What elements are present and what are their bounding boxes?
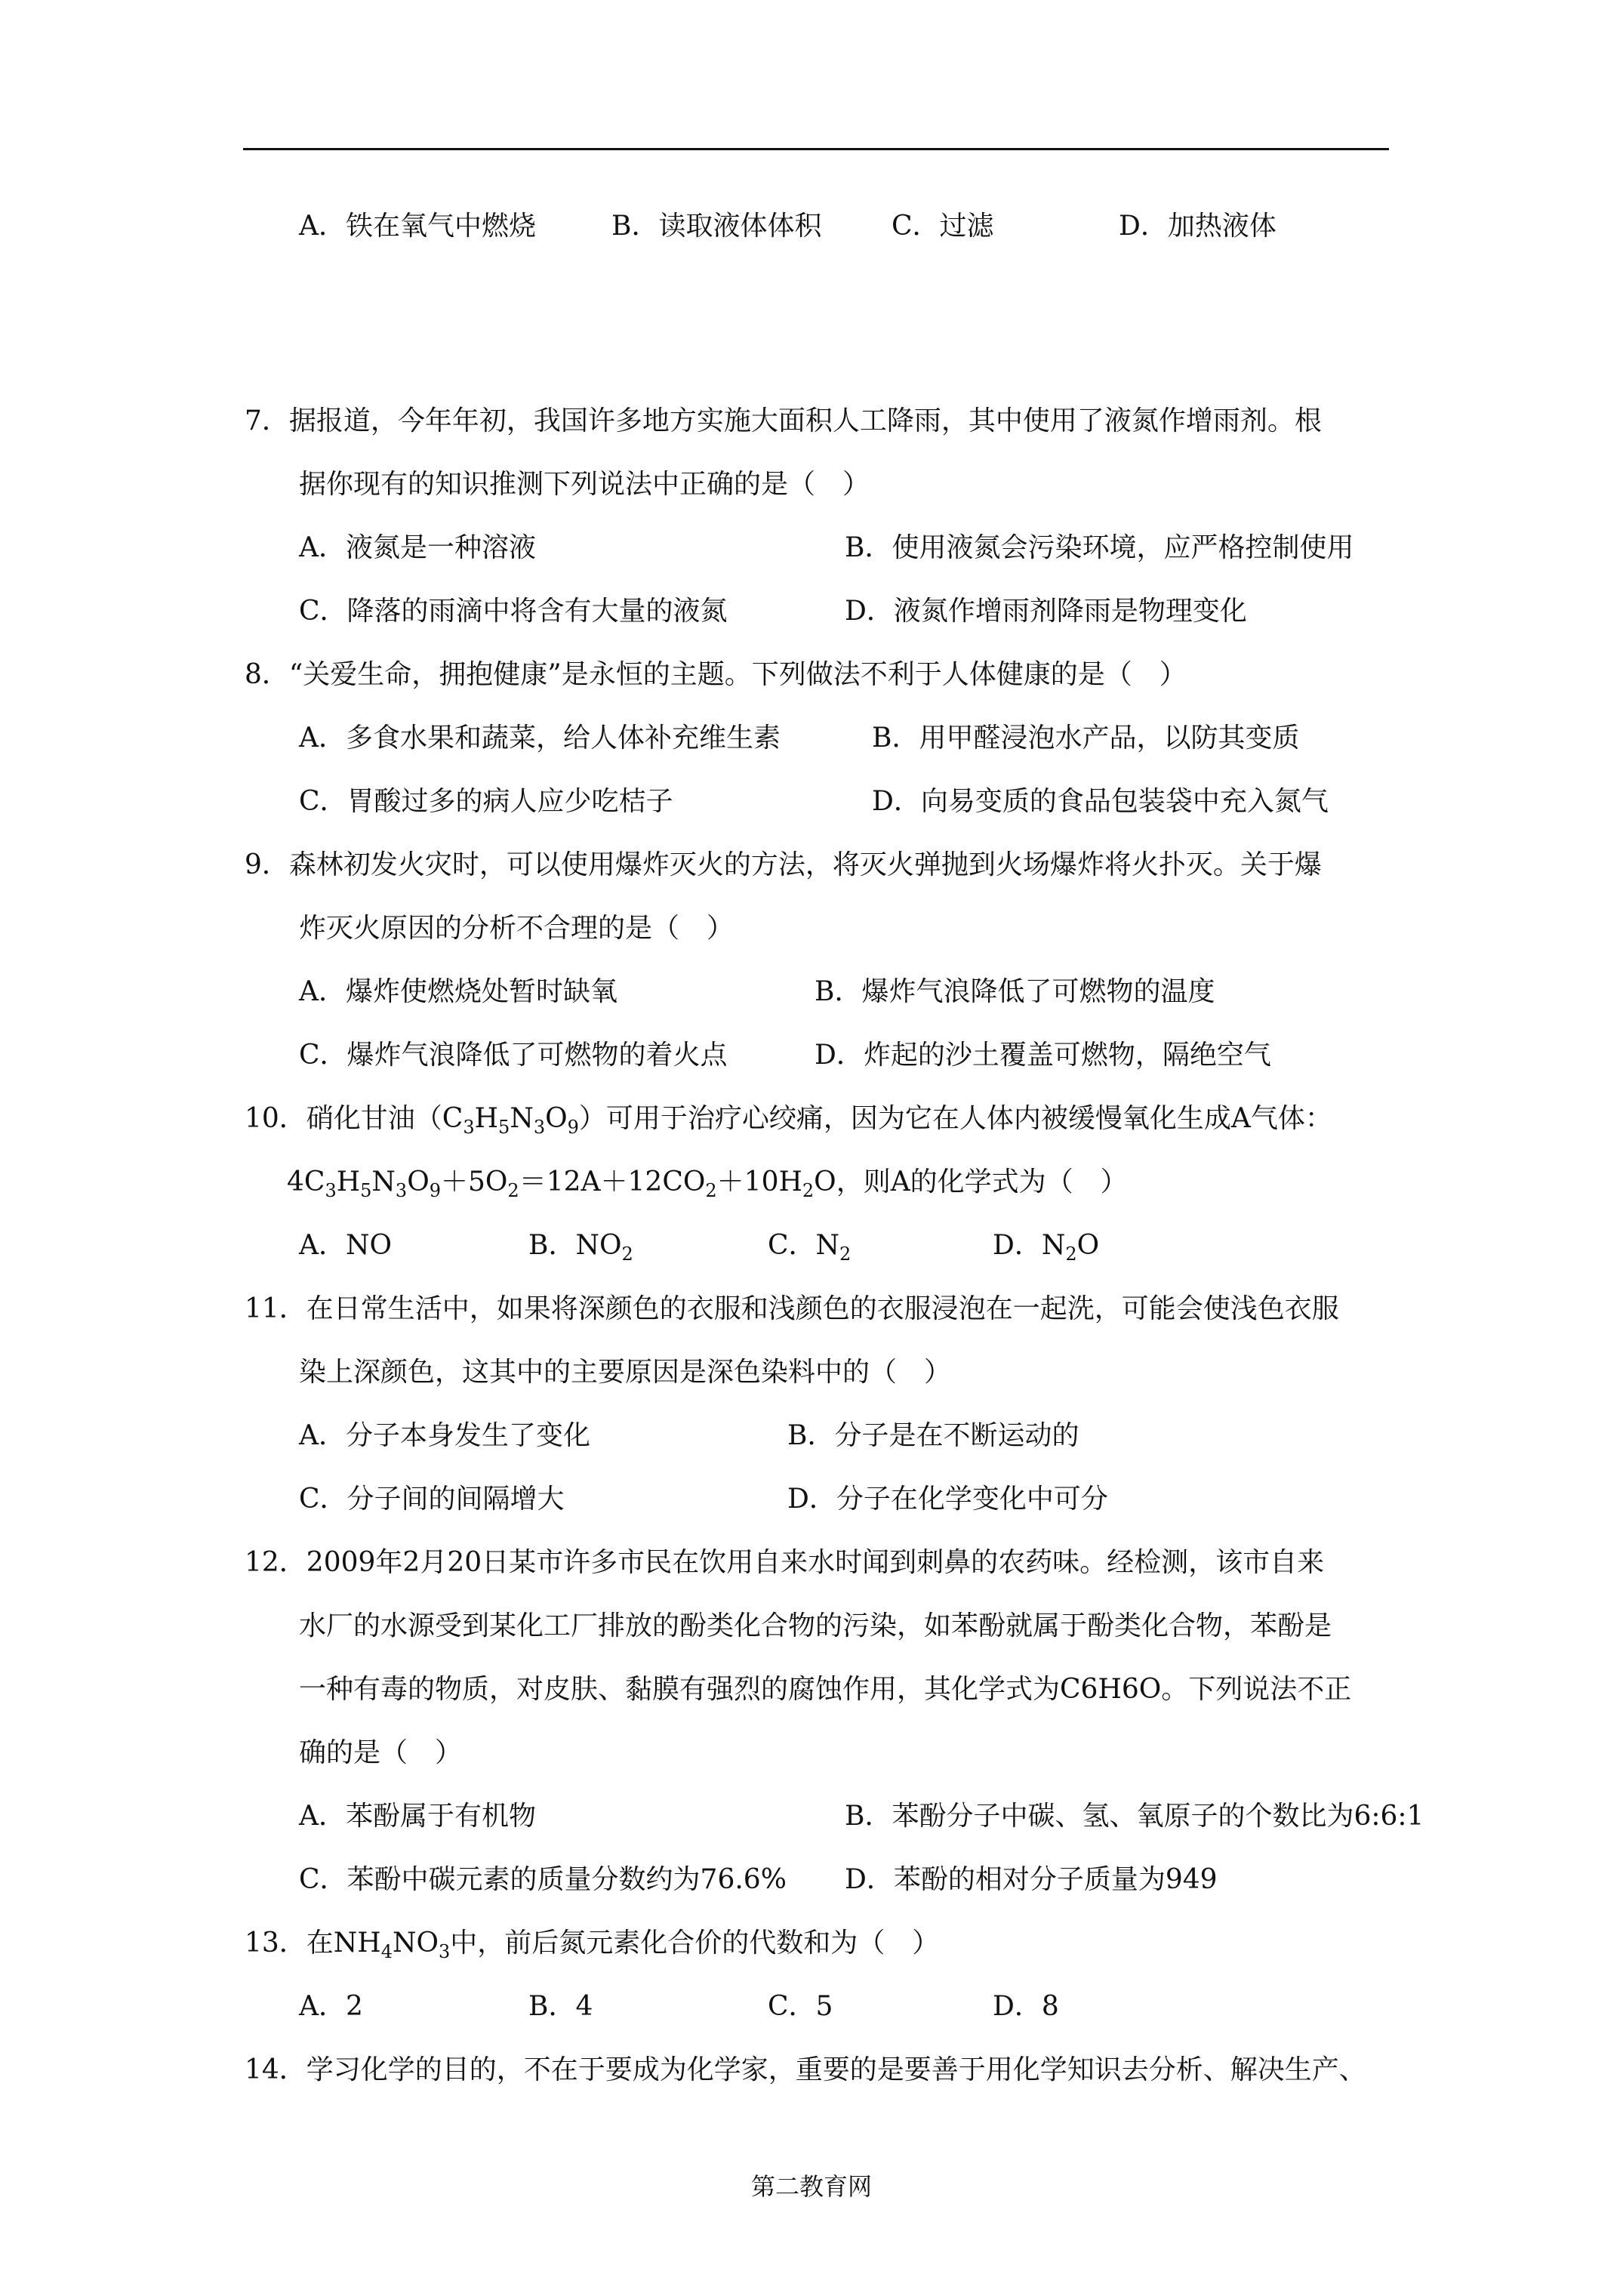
q12-option-a: A．苯酚属于有机物 [299, 1801, 536, 1832]
q10-option-c: C．$N_2$ [768, 1230, 852, 1265]
q7-stem-line2: 据你现有的知识推测下列说法中正确的是（ ） [299, 469, 870, 500]
q7-stem-line1: 7．据报道，今年年初，我国许多地方实施大面积人工降雨，其中使用了液氮作增雨剂。根 [245, 405, 1322, 436]
q13-option-b: B．4 [528, 1991, 593, 2022]
q10-equation-line: $4C_3H_5N_3O_9+5O_2=12A+12CO_2+10H_2O$，则A的化学式为（ ） [287, 1166, 1128, 1201]
q8-option-b: B．用甲醛浸泡水产品，以防其变质 [872, 723, 1300, 754]
q7-option-a: A．液氮是一种溶液 [299, 532, 536, 563]
q12-stem-line1: 12．2009年2月20日某市许多市民在饮用自来水时闻到刺鼻的农药味。经检测，该市自来 [245, 1547, 1325, 1578]
q10-option-a: A．NO [299, 1230, 393, 1261]
header-rule [243, 148, 1389, 150]
q12-stem-line3: 一种有毒的物质，对皮肤、黏膜有强烈的腐蚀作用，其化学式为C6H6O。下列说法不正 [299, 1674, 1352, 1705]
q8-option-a: A．多食水果和蔬菜，给人体补充维生素 [299, 723, 781, 754]
q7-option-d: D．液氮作增雨剂降雨是物理变化 [845, 596, 1247, 627]
q14-stem-line1: 14．学习化学的目的，不在于要成为化学家，重要的是要善于用化学知识去分析、解决生产、 [245, 2054, 1366, 2085]
q6-option-a: A．铁在氧气中燃烧 [299, 211, 536, 242]
q9-stem-line2: 炸灭火原因的分析不合理的是（ ） [299, 913, 735, 944]
q12-option-d: D．苯酚的相对分子质量为949 [845, 1864, 1218, 1895]
q10-option-b: B．$NO_2$ [528, 1230, 633, 1265]
q12-option-b: B．苯酚分子中碳、氢、氧原子的个数比为6:6:1 [845, 1801, 1424, 1832]
q10-option-d: D．$N_2O$ [993, 1230, 1100, 1265]
q10-stem-line1: 10．硝化甘油$(C_3H_5N_3O_9)$可用于治疗心绞痛，因为它在人体内被缓慢氧化生成A气体： [245, 1103, 1332, 1138]
q11-option-b: B．分子是在不断运动的 [787, 1420, 1079, 1451]
q12-option-c: C．苯酚中碳元素的质量分数约为76.6% [299, 1864, 787, 1895]
q6-option-b: B．读取液体体积 [611, 211, 822, 242]
q13-option-d: D．8 [993, 1991, 1059, 2022]
q13-option-a: A．2 [299, 1991, 363, 2022]
q9-option-c: C．爆炸气浪降低了可燃物的着火点 [299, 1040, 728, 1071]
page-footer: 第二教育网 [750, 2172, 872, 2201]
q7-option-c: C．降落的雨滴中将含有大量的液氮 [299, 596, 728, 627]
q6-option-d: D．加热液体 [1119, 211, 1277, 242]
q9-option-a: A．爆炸使燃烧处暂时缺氧 [299, 976, 617, 1007]
q13-option-c: C．5 [768, 1991, 833, 2022]
q12-stem-line2: 水厂的水源受到某化工厂排放的酚类化合物的污染，如苯酚就属于酚类化合物，苯酚是 [299, 1610, 1332, 1641]
q9-stem-line1: 9．森林初发火灾时，可以使用爆炸灭火的方法，将灭火弹抛到火场爆炸将火扑灭。关于爆 [245, 849, 1322, 880]
q13-stem-line1: 13．在$NH_4NO_3$中，前后氮元素化合价的代数和为（ ） [245, 1928, 940, 1962]
q11-option-d: D．分子在化学变化中可分 [787, 1484, 1108, 1515]
q11-stem-line2: 染上深颜色，这其中的主要原因是深色染料中的（ ） [299, 1357, 952, 1388]
q11-stem-line1: 11．在日常生活中，如果将深颜色的衣服和浅颜色的衣服浸泡在一起洗，可能会使浅色衣服 [245, 1293, 1339, 1324]
q11-option-a: A．分子本身发生了变化 [299, 1420, 590, 1451]
q7-option-b: B．使用液氮会污染环境，应严格控制使用 [845, 532, 1354, 563]
q6-option-c: C．过滤 [892, 211, 994, 242]
q9-option-b: B．爆炸气浪降低了可燃物的温度 [815, 976, 1215, 1007]
q8-option-c: C．胃酸过多的病人应少吃桔子 [299, 786, 673, 817]
q11-option-c: C．分子间的间隔增大 [299, 1484, 565, 1515]
q8-option-d: D．向易变质的食品包装袋中充入氮气 [872, 786, 1329, 817]
q12-stem-line4: 确的是（ ） [299, 1737, 463, 1768]
q9-option-d: D．炸起的沙土覆盖可燃物，隔绝空气 [815, 1040, 1271, 1071]
q8-stem-line1: 8．“关爱生命，拥抱健康”是永恒的主题。下列做法不利于人体健康的是（ ） [245, 659, 1187, 690]
